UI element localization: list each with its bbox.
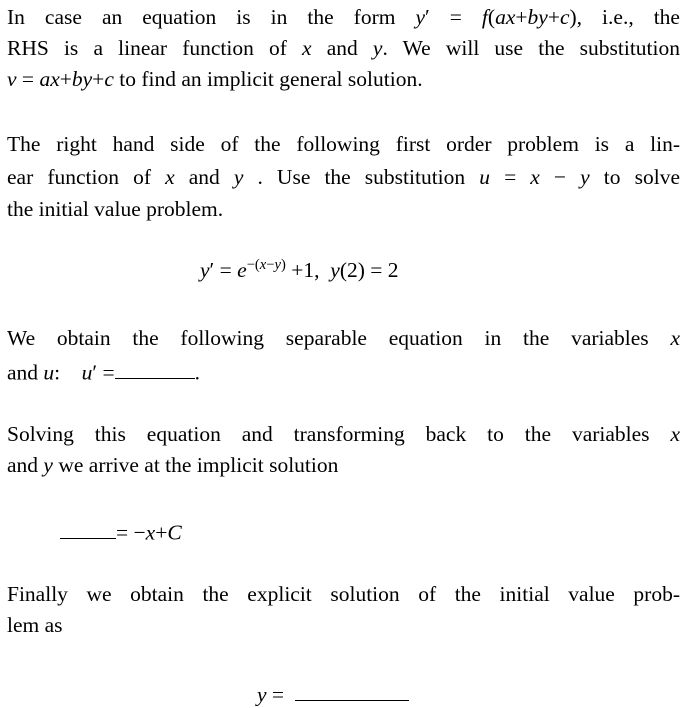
separable-line-2: and u: u′ = . — [7, 360, 200, 385]
problem-line-1: The right hand side of the following first order problem is a lin- — [7, 132, 680, 156]
separable-line-1: We obtain the following separable equation in the variables x — [7, 326, 680, 350]
explicit-line-2: lem as — [7, 613, 63, 637]
intro-line-2: RHS is a linear function of x and y. We will use the substitution — [7, 36, 680, 60]
separable-answer-blank[interactable] — [115, 359, 195, 379]
intro-line-1: In case an equation is in the form y′ = f(ax+by+c), i.e., the — [7, 5, 680, 29]
explicit-answer-blank[interactable] — [295, 681, 409, 701]
intro-line-3: v = ax+by+c to find an implicit general solution. — [7, 67, 423, 91]
ivp-equation: $y' = e^{-(x-y)} +1$, y(2) = 2 — [200, 257, 399, 283]
implicit-answer-blank[interactable] — [60, 519, 116, 539]
problem-line-2: ear function of x and y . Use the substitution u = x − y to solve — [7, 165, 680, 189]
explicit-line-1: Finally we obtain the explicit solution of the initial value prob- — [7, 582, 680, 606]
implicit-equation: = −x+C — [60, 519, 182, 544]
explicit-equation: y = — [257, 681, 409, 706]
implicit-line-1: Solving this equation and transforming back to the variables x — [7, 422, 680, 446]
problem-line-3: the initial value problem. — [7, 197, 224, 221]
implicit-line-2: and y we arrive at the implicit solution — [7, 453, 339, 477]
